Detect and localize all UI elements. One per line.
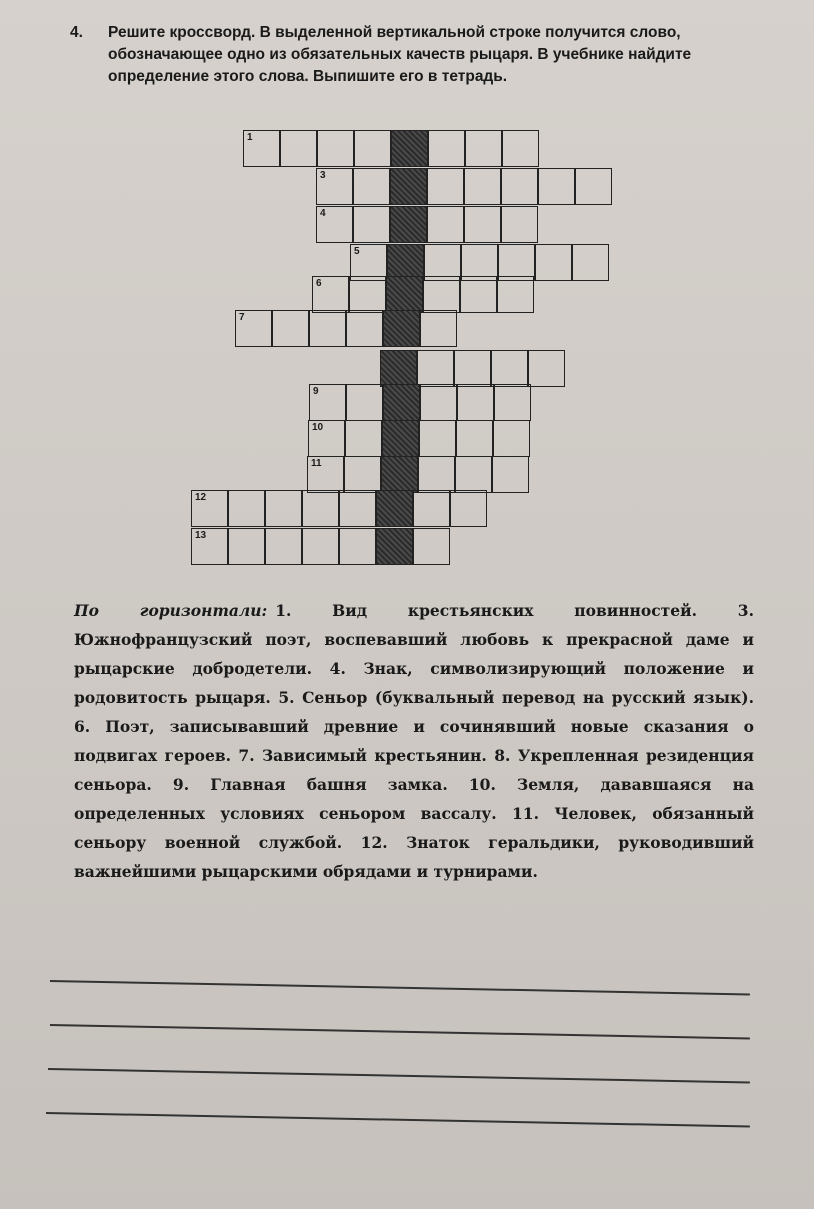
clue-number: 11 [311,458,322,469]
crossword-cell[interactable] [501,206,538,243]
crossword-cell[interactable] [420,310,457,347]
clue-number: 7 [239,312,245,323]
crossword-cell[interactable] [417,350,454,387]
crossword-highlighted-cell[interactable] [383,310,420,347]
clues-block [74,596,754,886]
crossword-cell[interactable] [346,384,383,421]
answer-line[interactable] [50,980,750,995]
crossword-cell[interactable] [491,350,528,387]
answer-line[interactable] [50,1024,750,1039]
crossword-highlighted-cell[interactable] [383,384,420,421]
clue-number: 6 [316,278,322,289]
crossword-cell[interactable] [272,310,309,347]
crossword-cell[interactable] [353,168,390,205]
crossword-cell[interactable] [427,206,464,243]
crossword-highlighted-cell[interactable] [382,420,419,457]
crossword-cell[interactable] [420,384,457,421]
crossword-cell[interactable] [464,168,501,205]
crossword-cell[interactable] [457,384,494,421]
crossword-cell[interactable] [345,420,382,457]
crossword-cell[interactable] [339,528,376,565]
crossword-cell[interactable] [317,130,354,167]
crossword-cell[interactable] [353,206,390,243]
crossword-cell[interactable] [302,490,339,527]
crossword-highlighted-cell[interactable] [386,276,423,313]
crossword-cell[interactable] [538,168,575,205]
crossword-cell[interactable] [413,528,450,565]
crossword-cell[interactable] [428,130,465,167]
crossword-cell[interactable] [228,528,265,565]
clue-number: 13 [195,530,207,541]
clue-number: 3 [320,170,326,181]
crossword-cell[interactable] [535,244,572,281]
crossword-cell[interactable] [339,490,376,527]
crossword-cell[interactable] [228,490,265,527]
answer-line[interactable] [48,1068,750,1083]
crossword-cell[interactable] [575,168,612,205]
crossword-cell[interactable] [427,168,464,205]
crossword-highlighted-cell[interactable] [381,456,418,493]
clue-number: 1 [247,132,253,143]
crossword-cell[interactable] [419,420,456,457]
crossword-highlighted-cell[interactable] [390,168,427,205]
clue-number: 4 [320,208,326,219]
crossword-cell[interactable] [265,490,302,527]
crossword-cell[interactable] [354,130,391,167]
crossword-cell[interactable] [528,350,565,387]
crossword-cell[interactable] [280,130,317,167]
crossword-cell[interactable] [456,420,493,457]
crossword-cell[interactable] [464,206,501,243]
crossword-cell[interactable] [423,276,460,313]
crossword-cell[interactable] [501,168,538,205]
crossword-cell[interactable] [493,420,530,457]
crossword-cell[interactable] [413,490,450,527]
crossword-cell[interactable] [572,244,609,281]
task-text: Решите кроссворд. В выделенной вертикальной строке получится слово, обозначающее одно из обязательных качеств рыцаря. В учебнике найдите определение этого слова. Выпишите его в тетрадь. [108,24,692,85]
clue-number: 12 [195,492,207,503]
clues-text: 1. Вид крестьянских повинностей. 3. Южнофранцузский поэт, воспевавший любовь к прекрасной даме и рыцарские добродетели. 4. Знак, символизирующий положение и родовитость рыцаря. 5. Сеньор (буквальный перевод на русский язык). 6. Поэт, записывавший древние и сочинявший новые сказания о подвигах героев. 7. Зависимый крестьянин. 8. Укрепленная резиденция сеньора. 9. Главная башня замка. 10. Земля, дававшаяся на определенных условиях сеньором вассалу. 11. Человек, обязанный сеньору военной службой. 12. Знаток геральдики, руководивший важнейшими рыцарскими обрядами и турнирами. [74,601,754,881]
crossword-highlighted-cell[interactable] [380,350,417,387]
crossword-cell[interactable] [494,384,531,421]
crossword-cell[interactable] [450,490,487,527]
crossword-cell[interactable] [346,310,383,347]
crossword-highlighted-cell[interactable] [376,528,413,565]
crossword-cell[interactable] [465,130,502,167]
answer-line[interactable] [46,1112,750,1127]
crossword-highlighted-cell[interactable] [376,490,413,527]
clue-number: 10 [312,422,324,433]
crossword-cell[interactable] [455,456,492,493]
clue-number: 5 [354,246,360,257]
clue-number: 9 [313,386,319,397]
crossword-cell[interactable] [309,310,346,347]
crossword-cell[interactable] [454,350,491,387]
crossword-cell[interactable] [418,456,455,493]
task-number: 4. [70,24,83,41]
crossword-cell[interactable] [502,130,539,167]
crossword-cell[interactable] [492,456,529,493]
crossword-cell[interactable] [302,528,339,565]
crossword-highlighted-cell[interactable] [391,130,428,167]
clues-heading: По горизонтали: [74,601,268,620]
crossword-cell[interactable] [349,276,386,313]
crossword-cell[interactable] [497,276,534,313]
crossword-highlighted-cell[interactable] [390,206,427,243]
crossword-cell[interactable] [344,456,381,493]
crossword-cell[interactable] [265,528,302,565]
crossword-cell[interactable] [460,276,497,313]
